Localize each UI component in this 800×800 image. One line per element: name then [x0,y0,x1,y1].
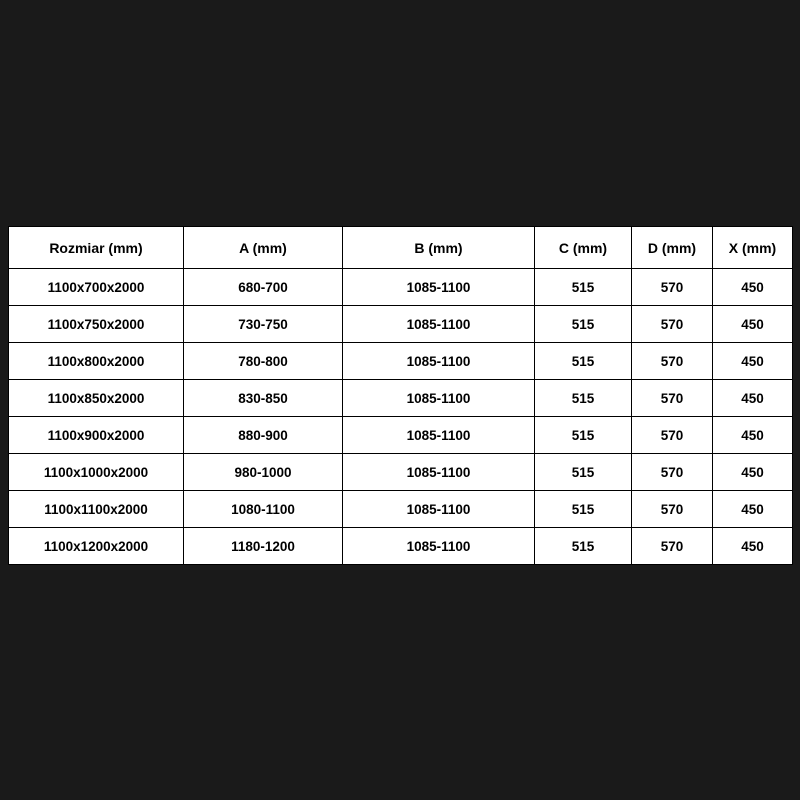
cell-b: 1085-1100 [343,380,535,417]
cell-d: 570 [632,380,713,417]
cell-b: 1085-1100 [343,417,535,454]
cell-x: 450 [713,269,793,306]
cell-x: 450 [713,306,793,343]
cell-a: 1180-1200 [184,528,343,565]
spec-table-container [8,226,792,565]
cell-a: 980-1000 [184,454,343,491]
cell-rozmiar: 1100x800x2000 [9,343,184,380]
cell-rozmiar: 1100x1000x2000 [9,454,184,491]
cell-rozmiar: 1100x900x2000 [9,417,184,454]
cell-rozmiar: 1100x750x2000 [9,306,184,343]
cell-a: 1080-1100 [184,491,343,528]
cell-d: 570 [632,269,713,306]
cell-c: 515 [535,454,632,491]
cell-c: 515 [535,491,632,528]
table-row [9,528,793,565]
column-header-c: C (mm) [535,227,632,269]
table-header-row [9,227,793,269]
cell-d: 570 [632,528,713,565]
cell-b: 1085-1100 [343,306,535,343]
cell-d: 570 [632,306,713,343]
cell-a: 680-700 [184,269,343,306]
cell-c: 515 [535,528,632,565]
table-row [9,343,793,380]
cell-d: 570 [632,343,713,380]
cell-rozmiar: 1100x850x2000 [9,380,184,417]
cell-b: 1085-1100 [343,343,535,380]
cell-a: 880-900 [184,417,343,454]
cell-rozmiar: 1100x700x2000 [9,269,184,306]
table-row [9,417,793,454]
cell-rozmiar: 1100x1200x2000 [9,528,184,565]
column-header-rozmiar: Rozmiar (mm) [9,227,184,269]
column-header-a: A (mm) [184,227,343,269]
cell-a: 780-800 [184,343,343,380]
cell-b: 1085-1100 [343,269,535,306]
column-header-x: X (mm) [713,227,793,269]
table-row [9,454,793,491]
cell-x: 450 [713,528,793,565]
cell-c: 515 [535,417,632,454]
cell-d: 570 [632,491,713,528]
cell-b: 1085-1100 [343,491,535,528]
cell-x: 450 [713,380,793,417]
table-row [9,380,793,417]
cell-c: 515 [535,269,632,306]
cell-c: 515 [535,306,632,343]
cell-x: 450 [713,491,793,528]
cell-b: 1085-1100 [343,454,535,491]
table-row [9,306,793,343]
cell-x: 450 [713,417,793,454]
cell-c: 515 [535,343,632,380]
cell-a: 730-750 [184,306,343,343]
table-row [9,491,793,528]
cell-a: 830-850 [184,380,343,417]
table-row [9,269,793,306]
cell-d: 570 [632,454,713,491]
dimensions-table [8,226,793,565]
cell-x: 450 [713,454,793,491]
column-header-b: B (mm) [343,227,535,269]
cell-x: 450 [713,343,793,380]
cell-b: 1085-1100 [343,528,535,565]
column-header-d: D (mm) [632,227,713,269]
cell-rozmiar: 1100x1100x2000 [9,491,184,528]
cell-c: 515 [535,380,632,417]
cell-d: 570 [632,417,713,454]
